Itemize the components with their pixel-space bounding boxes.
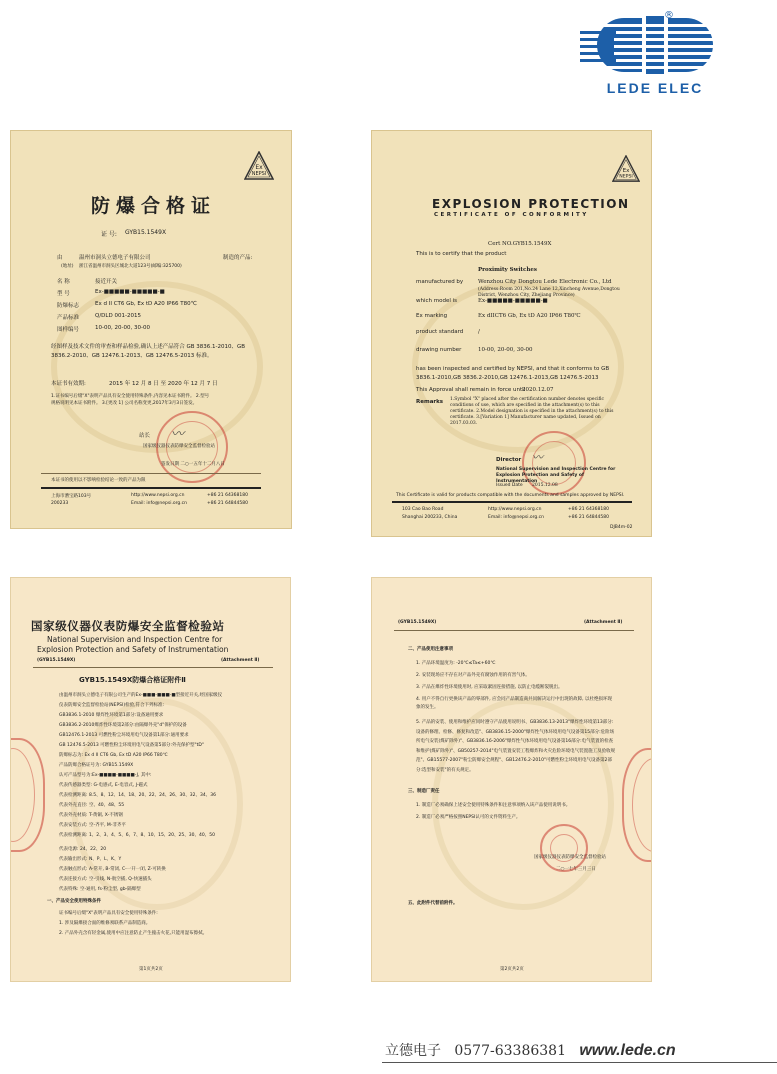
valid-note: This Certificate is valid for products compatible with the documents and samples approved by NEPSI. (396, 493, 625, 498)
divider (41, 487, 261, 489)
director-label: Director (496, 457, 522, 463)
line: 2. 制造厂必须严格按照NEPSI认可的文件资料生产。 (416, 815, 521, 820)
line: 2. 安装现场应不存在对产品外壳有腐蚀作用的有害气体。 (416, 673, 530, 678)
line: GB3836.2-2010爆炸性环境第2部分:由隔爆外壳"d"保护的设备 (59, 723, 187, 728)
footer-divider (382, 1062, 777, 1063)
model: Ex-■■■■■-■■■■■-■ (478, 298, 548, 304)
section-heading: 五、此附件代替前附件。 (408, 901, 458, 906)
row-value: 接近开关 (95, 279, 118, 285)
ex-nepsi-icon (612, 155, 640, 183)
line: 代表电源: 24、22、20 (59, 847, 107, 852)
row-value: Q/DLD 001-2015 (95, 313, 141, 319)
cert-title: 防爆合格证 (91, 195, 217, 217)
issuer: 国家级仪器仪表防爆安全监督检验站 (534, 855, 606, 860)
draw: 10-00, 20-00, 30-00 (478, 347, 533, 353)
issue-date: 二○一七年三月三日 (556, 867, 596, 872)
footer-post: 200233 (51, 501, 69, 506)
cert-title: EXPLOSION PROTECTION (432, 197, 630, 211)
line: 代表外壳材质: T-黄铜, X-不锈钢 (59, 813, 123, 818)
footer-company: 立德电子 (385, 1043, 441, 1059)
attachment-label: (Attachment Ⅱ) (221, 658, 260, 663)
line: 2. 产品外壳含有轻金属,使用中应注意防止产生撞击火花,只能用湿布擦拭。 (59, 931, 208, 936)
section-heading: 一、产品安全使用特殊条件 (47, 899, 101, 904)
remarks: 1.Symbol "X" placed after the certification number denotes specific conditions of use, which are specified in the attachment(s) to this certificate. 2.Model designation is specified in the attachment(s) to this certificate. 3.[Variation 1] Manufacturer name updated, Issued on 2017.03.03. (450, 397, 614, 426)
line: GB3836.1-2010 爆炸性环境第1部分:设备通用要求 (59, 713, 164, 718)
ex-top-text: Ex (622, 167, 630, 174)
row-label: 产品标准 (57, 315, 80, 321)
red-seal (540, 824, 588, 872)
red-seal (10, 738, 45, 852)
remain-label: This Approval shall remain in force until (416, 387, 526, 393)
line: 证书编号后缀"X"表明产品具有安全使用特殊条件: (59, 911, 158, 916)
red-seal (622, 748, 652, 862)
line: 代表检测距离: 8.5、8、12、14、18、20、22、24、26、30、32、34、36 (59, 793, 216, 798)
row-right: 制造的产品: (223, 255, 253, 261)
cert-subtitle: CERTIFICATE OF CONFORMITY (434, 212, 589, 218)
issued-date: 2015.12.08 (532, 483, 558, 488)
ex-nepsi-icon (244, 151, 274, 181)
footer-website[interactable]: www.lede.cn (579, 1042, 676, 1059)
fax: +86 21 64844580 (568, 515, 609, 520)
line: 代表触点形式: A-常开, B-常闭, C-一开一闭, Z-可转换 (59, 867, 166, 872)
ex-marking: Ex dIICT6 Gb, Ex tD A20 IP66 T80℃ (478, 313, 581, 319)
draw-label: drawing number (416, 347, 462, 353)
line: GB12476.1-2013 可燃性粉尘环境用电气设备第1部分:通用要求 (59, 733, 189, 738)
line: 防爆标志为: Ex d II CT6 Gb, Ex tD A20 IP66 T80℃ (59, 753, 168, 758)
std-label: product standard (416, 329, 464, 335)
page-number: 第1页共2页 (139, 967, 163, 972)
cert-en (371, 130, 652, 537)
line: 代表安装方式: 空-齐平, M-非齐平 (59, 823, 126, 828)
line: 仪表防爆安全监督检验站(NEPSI)检验,符合下列标准: (59, 703, 165, 708)
signature-icon: 〰 (171, 427, 185, 442)
cert-body: has been inspected and certified by NEPSI, and that it conforms to GB 3836.1-2010,GB 3836.2-2010,GB 12476.1-2013,GB 12476.5-2013 (416, 366, 610, 381)
mfr: Wenzhou City Dongtou Lede Electronic Co., Ltd (478, 279, 612, 285)
addr: 103 Cao Bao Road (402, 507, 444, 512)
row-label: 型 号 (57, 291, 70, 297)
line: 1. 制造厂必须确保上述安全使用特殊条件和注意事项纳入该产品使用说明书。 (416, 803, 571, 808)
line: 4. 用户不得自行更换该产品的零部件, 应会同产品制造商共同解决运行中出现的故障, 以杜绝损坏现象的发生。 (416, 697, 612, 710)
line: 代表传感器类型: G-电感式, E-电容式, J-磁式 (59, 783, 148, 788)
issued-label: Issued Date (496, 483, 523, 488)
attachment-page-2 (371, 577, 652, 982)
page-footer (385, 1040, 676, 1060)
line: 代表输出形式: N、P、L、K、Y (59, 857, 122, 862)
cert-no-label: 证 号: (101, 231, 117, 238)
divider (392, 501, 632, 503)
line: 5. 产品的安装、使用和维护应同时遵守产品使用说明书、GB3836.13-2013"爆炸性环境第13部分:设备的修理、检修、修复和改造"、GB3836.15-2000"爆炸性气体环境用电气设备第15部分:危险场所电气安装(煤矿除外)"、GB3836.16-2006"爆炸性气体环境用电气设备第16部分:电气装置的检查和维护(煤矿除外)"、GB50257-2014"电气装置安装工程爆炸和火灾危险环境电气装置施工及验收规范"、GB15577-2007"粉尘防爆安全规程"、GB12476.2-2010"可燃性粉尘环境用电气设备第2部分:选型和安装"的有关规定。 (416, 720, 616, 773)
footer-web: http://www.nepsi.org.cn (131, 493, 185, 498)
page-number: 第2页共2页 (500, 967, 524, 972)
attachment-label: (Attachment Ⅱ) (584, 620, 623, 625)
divider (394, 630, 634, 631)
section-heading: 三、制造厂责任 (408, 789, 440, 794)
row-value: 浙江省温州市洞头区城北大道123号(邮编:325700) (79, 264, 182, 269)
cert-cn (10, 130, 292, 529)
mfr-label: manufactured by (416, 279, 464, 285)
org-cn: 国家级仪器仪表防爆安全监督检验站 (31, 619, 225, 633)
footer-mail: Email: info@nepsi.org.cn (131, 501, 188, 506)
row-label: 由 (57, 255, 63, 261)
section-heading: 二、产品使用注意事项 (408, 647, 453, 652)
line: 产品防爆合格证号为: GYB15.1549X (59, 763, 134, 768)
station-name: 国家级仪器仪表防爆安全监督检验站 (143, 444, 215, 449)
footer-fax: +86 21 64844580 (207, 501, 248, 506)
registered-mark: ® (664, 10, 674, 21)
signature-icon: 〰 (532, 451, 543, 464)
row-label: 防爆标志 (57, 303, 80, 309)
nepsi-text: NEPSI (251, 171, 267, 177)
ex-top-text: Ex (255, 164, 263, 171)
cert-no: Cert NO.GYB15.1549X (488, 241, 552, 247)
logo-text: LEDE ELEC (606, 80, 704, 96)
intro: This is to certify that the product (416, 251, 507, 257)
city: Shanghai 200233, China (402, 515, 458, 520)
line: 1. 产品环境温度为: -20℃≤Ta≤+60℃ (416, 661, 496, 666)
footer-tel: +86 21 64368180 (207, 493, 248, 498)
form-code: DJB4m-02 (610, 525, 633, 530)
footer-phone: 0577-63386381 (454, 1043, 566, 1059)
ex-label: Ex marking (416, 313, 448, 319)
line: GB 12476.5-2013 可燃性粉尘环境用电气设备第5部分:外壳保护型"tD" (59, 743, 204, 748)
line: 代表检测距离: 1、2、3、4、5、6、7、8、10、15、20、25、30、40、50 (59, 833, 215, 838)
row-value: Ex d II CT6 Gb, Ex tD A20 IP66 T80℃ (95, 301, 197, 307)
org-en-2: Explosion Protection and Safety of Instrumentation (37, 645, 229, 654)
line: 1. 涉及隔爆接合面的维修须联系产品制造商。 (59, 921, 151, 926)
cert-ref: (GYB15.1549X) (398, 620, 437, 625)
row-label: 名 称 (57, 279, 70, 285)
tel: +86 21 64368180 (568, 507, 609, 512)
validity: 2015 年 12 月 8 日 至 2020 年 12 月 7 日 (109, 381, 218, 387)
remarks-label: Remarks (416, 399, 444, 405)
line: 代表特殊: 空-通用, fs-粉尘型, gb-隔爆型 (59, 887, 141, 892)
cert-notes: 1.证书编号后缀"X"表明产品具有安全使用特殊条件,内容见本证书附件。 2.型号规格说明见本证书附件。 3.[更改 1] 公司名称变更,2017年3月3日签发。 (51, 394, 210, 406)
footer-note: 本证书的使用以不影响检验结论一致的产品为限 (51, 478, 146, 483)
director-label: 站长 (139, 433, 151, 439)
cert-ref: (GYB15.1549X) (37, 658, 76, 663)
row-value: 温州市洞头立德电子有限公司 (79, 255, 151, 261)
line: 认可产品型号为:Ex-■■■■-■■■■-J, 其中: (59, 773, 152, 778)
row-label: 图样编号 (57, 327, 80, 333)
mfr-addr: (Address:Room 201,No.24 Lane 12,Xincheng Avenue,Dongtou District, Wenzhou City, Zhejiang Province) (478, 287, 620, 298)
web: http://www.nepsi.org.cn (488, 507, 542, 512)
cert-body: 经图样及技术文件的审查和样品检验,确认上述产品符合 GB 3836.1-2010、GB 3836.2-2010、GB 12476.1-2013、GB 12476.5-2013 标准。 (51, 344, 246, 359)
centre: National Supervision and Inspection Centre for Explosion Protection and Safety of Instrumentation (496, 467, 616, 484)
lede-logo-icon (580, 12, 730, 78)
std: / (478, 329, 480, 335)
issue-date: 签发日期 二○一五年十二月八日 (161, 462, 225, 467)
cert-no: GYB15.1549X (125, 229, 167, 236)
company-logo (580, 12, 770, 102)
row-value: 10-00, 20-00, 30-00 (95, 325, 150, 331)
footer-addr: 上海市漕宝路103号 (51, 494, 92, 499)
divider (33, 667, 273, 668)
org-en-1: National Supervision and Inspection Centre for (47, 635, 223, 644)
nepsi-text: NEPSI (619, 174, 633, 180)
model-label: which model is (416, 298, 458, 304)
divider (41, 473, 261, 474)
attachment-page-1 (10, 577, 291, 982)
mail: Email: info@nepsi.org.cn (488, 515, 545, 520)
row-label: (地址) (61, 264, 74, 269)
line: 3. 产品在爆炸性环境使用时, 应采取紧固连接措施, 以防止电缆断裂脱出。 (416, 685, 563, 690)
product: Proximity Switches (478, 267, 537, 273)
line: 代表外壳直径: 空、40、48、55 (59, 803, 125, 808)
row-value: Ex-■■■■■-■■■■■-■ (95, 289, 165, 295)
line: 代表连接方式: 空-引线, N-航空插, Q-快速插头 (59, 877, 152, 882)
until-date: 2020.12.07 (522, 387, 554, 393)
line: 由温州市洞头立德电子有限公司生产的Ex-■■■-■■■-■型接近开关,经国家级仪 (59, 693, 223, 698)
validity-label: 本证书有效期: (51, 381, 86, 387)
attachment-title: GYB15.1549X防爆合格证附件Ⅱ (79, 676, 186, 684)
